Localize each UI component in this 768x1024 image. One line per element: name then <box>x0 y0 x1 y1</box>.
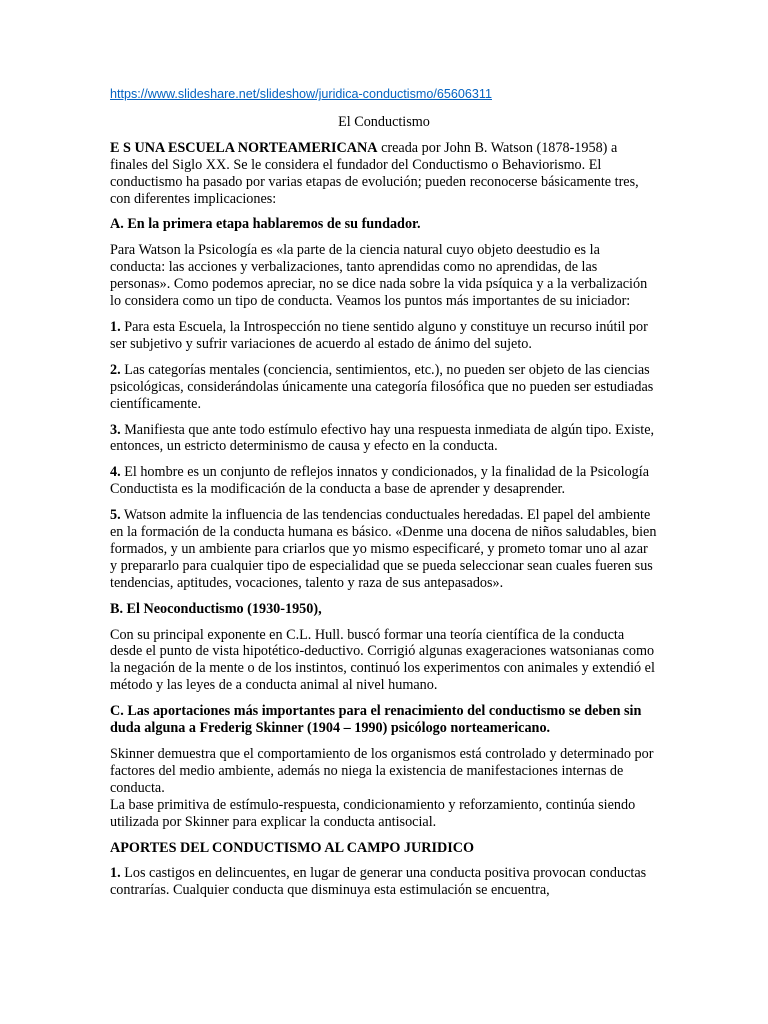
source-link[interactable]: https://www.slideshare.net/slideshow/juridica-conductismo/65606311 <box>110 87 492 101</box>
document-page <box>110 86 658 908</box>
paragraph-watson: Para Watson la Psicología es «la parte de la ciencia natural cuyo objeto deestudio es la conducta: las acciones y verbalizaciones, tanto aprendidas como no aprendidas, de las personas». Como podemos apreciar, no se dice nada sobre la vida psíquica y a la verbalización lo considera como un tipo de conducta. Veamos los puntos más importantes de su iniciador: <box>110 242 648 310</box>
intro-paragraph <box>110 140 658 208</box>
intro-text: creada por John B. Watson (1878-1958) a finales del Siglo XX. Se le considera el fundador del Conductismo o Behaviorismo. El conductismo ha pasado por varias etapas de evolución; pueden reconocerse básicamente tres, con diferentes implicaciones: <box>110 139 639 207</box>
heading-aportes: APORTES DEL CONDUCTISMO AL CAMPO JURIDICO <box>110 839 475 856</box>
list-item: 4. El hombre es un conjunto de reflejos innatos y condicionados, y la finalidad de la Psicología Conductista es la modificación de la conducta a base de aprender y desaprender. <box>110 464 650 498</box>
document-title: El Conductismo <box>338 113 430 130</box>
intro-bold: E S UNA ESCUELA NORTEAMERICANA <box>110 139 378 156</box>
list-item: 1. Para esta Escuela, la Introspección no tiene sentido alguno y constituye un recurso inútil por ser subjetivo y sufrir variaciones de acuerdo al estado de ánimo del sujeto. <box>110 318 648 352</box>
heading-a: A. En la primera etapa hablaremos de su fundador. <box>110 216 421 233</box>
list-item: 5. Watson admite la influencia de las tendencias conductuales heredadas. El papel del ambiente en la formación de la conducta humana es básico. «Denme una docena de niños saludables, bien formados, y un ambiente para criarlos que yo mismo especificaré, y prometo tomar uno al azar y prepararlo para cualquier tipo de especialidad que se pueda seleccionar sean cuales fueren sus tendencias, aptitudes, vocaciones, talento y raza de sus antepasados». <box>110 507 657 591</box>
aporte-item: 1. Los castigos en delincuentes, en lugar de generar una conducta positiva provocan conductas contrarías. Cualquier conducta que disminuya esta estimulación se encuentra, <box>110 865 647 899</box>
list-item: 3. Manifiesta que ante todo estímulo efectivo hay una respuesta inmediata de algún tipo. Existe, entonces, un estricto determinismo de causa y efecto en la conducta. <box>110 421 655 455</box>
heading-c: C. Las aportaciones más importantes para el renacimiento del conductismo se deben sin duda alguna a Frederig Skinner (1904 – 1990) psicólogo norteamericano. <box>110 703 642 737</box>
heading-b: B. El Neoconductismo (1930-1950), <box>110 600 322 617</box>
list-item: 2. Las categorías mentales (conciencia, sentimientos, etc.), no pueden ser objeto de las ciencias psicológicas, considerándolas únicamente una categoría filosófica que no pueden ser estudiadas científicamente. <box>110 361 654 412</box>
paragraph-skinner: Skinner demuestra que el comportamiento de los organismos está controlado y determinado por factores del medio ambiente, además no niega la existencia de manifestaciones internas de conducta. La base primitiva de estímulo-respuesta, condicionamiento y reforzamiento, continúa siendo utilizada por Skinner para explicar la conducta antisocial. <box>110 746 654 830</box>
paragraph-hull: Con su principal exponente en C.L. Hull. buscó formar una teoría científica de la conducta desde el punto de vista hipotético-deductivo. Corrigió algunas exageraciones watsonianas como la negación de la mente o de los instintos, continuó los experimentos con animales y extendió el método y las leyes de a conducta animal al nivel humano. <box>110 626 655 694</box>
